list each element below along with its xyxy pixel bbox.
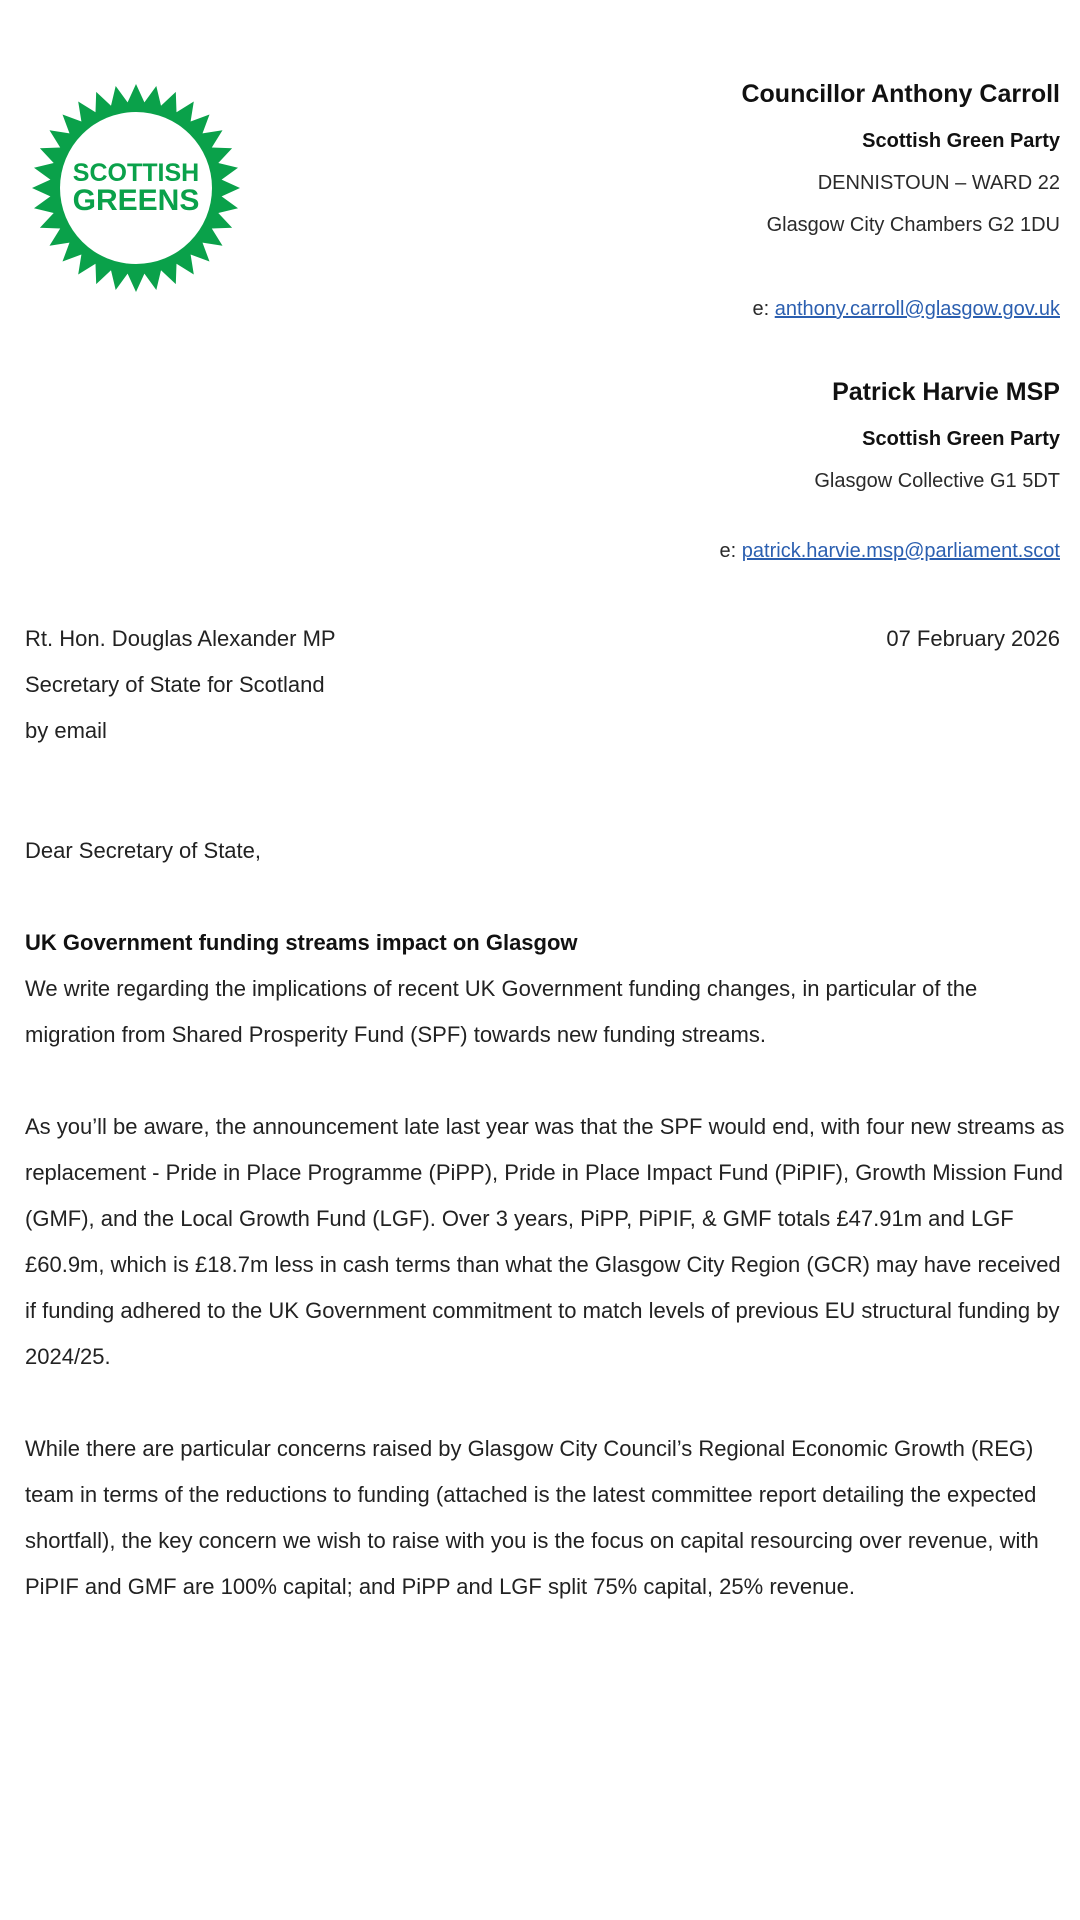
letter-date: 07 February 2026 — [886, 626, 1060, 651]
sender-email-link[interactable]: patrick.harvie.msp@parliament.scot — [741, 540, 1060, 562]
letter-body — [25, 920, 1065, 1610]
recipient-title: Secretary of State for Scotland — [25, 672, 325, 697]
email-label: e: — [752, 298, 775, 320]
sender-block-councillor — [741, 80, 1060, 109]
sender-party: Scottish Green Party — [862, 130, 1060, 152]
sender-name: Patrick Harvie MSP — [832, 378, 1060, 406]
sender-address: Glasgow Collective G1 5DT — [814, 470, 1060, 492]
sender-email-line — [720, 540, 1060, 563]
sunburst-logo-icon — [30, 82, 242, 294]
recipient-delivery: by email — [25, 718, 107, 743]
letter-subject: UK Government funding streams impact on Glasgow — [25, 930, 578, 955]
paragraph-2: As you’ll be aware, the announcement late last year was that the SPF would end, with four new streams as replacement - Pride in Place Programme (PiPP), Pride in Place Impact Fund (PiPIF), Growth Mission Fund (GMF), and the Local Growth Fund (LGF). Over 3 years, PiPP, PiPIF, & GMF totals £47.91m and LGF £60.9m, which is £18.7m less in cash terms than what the Glasgow City Region (GCR) may have received if funding adhered to the UK Government commitment to match levels of previous EU structural funding by 2024/25. — [25, 1114, 1065, 1369]
recipient-name: Rt. Hon. Douglas Alexander MP — [25, 626, 336, 651]
paragraph-3: While there are particular concerns raised by Glasgow City Council’s Regional Economic Growth (REG) team in terms of the reductions to funding (attached is the latest committee report detailing the expected shortfall), the key concern we wish to raise with you is the focus on capital resourcing over revenue, with PiPIF and GMF are 100% capital; and PiPP and LGF split 75% capital, 25% revenue. — [25, 1436, 1039, 1599]
sender-email-link[interactable]: anthony.carroll@glasgow.gov.uk — [774, 298, 1060, 320]
sender-address: Glasgow City Chambers G2 1DU — [766, 214, 1060, 236]
logo-text-line1: SCOTTISH — [72, 159, 200, 187]
sender-party: Scottish Green Party — [862, 428, 1060, 450]
email-label: e: — [719, 540, 742, 562]
salutation: Dear Secretary of State, — [25, 838, 261, 863]
sender-name: Councillor Anthony Carroll — [741, 80, 1060, 108]
paragraph-1: We write regarding the implications of recent UK Government funding changes, in particular of the migration from Shared Prosperity Fund (SPF) towards new funding streams. — [25, 976, 978, 1047]
logo-text-line2: GREENS — [72, 184, 200, 217]
sender-ward: DENNISTOUN – WARD 22 — [817, 172, 1060, 194]
sender-email-line — [752, 298, 1060, 321]
scottish-greens-logo — [30, 82, 242, 294]
